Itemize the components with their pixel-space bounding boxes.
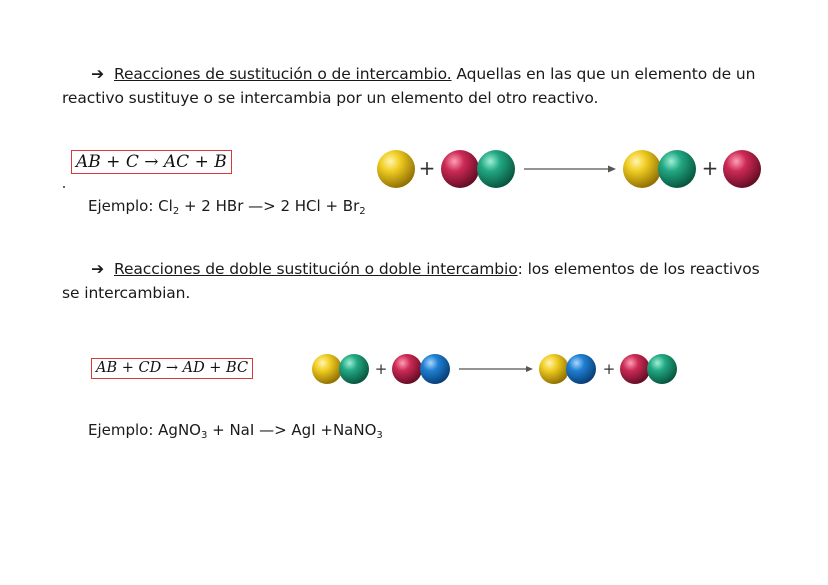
atom-c-green-icon xyxy=(658,150,696,188)
section1-paragraph xyxy=(62,62,772,110)
atom-c-red-icon xyxy=(620,354,650,384)
atom-a-yellow-icon xyxy=(312,354,342,384)
bullet-arrow-icon: ➔ xyxy=(91,65,104,83)
atom-a-yellow-icon xyxy=(377,150,415,188)
section1-title: Reacciones de sustitución o de intercambio. xyxy=(114,65,452,83)
bullet-arrow-icon: ➔ xyxy=(91,260,104,278)
section2-paragraph xyxy=(62,257,772,305)
atom-a-yellow-icon xyxy=(539,354,569,384)
stray-dot xyxy=(63,186,65,188)
plus-sign: + xyxy=(418,156,436,180)
atom-b-green-icon xyxy=(339,354,369,384)
formula-arrow: → xyxy=(165,360,178,376)
formula-lhs: AB + CD xyxy=(96,360,162,376)
formula-lhs: AB + C xyxy=(76,152,139,172)
formula-rhs: AD + BC xyxy=(182,360,249,376)
formula-rhs: AC + B xyxy=(163,152,227,172)
atom-b-red-icon xyxy=(723,150,761,188)
atom-c-red-icon xyxy=(392,354,422,384)
reaction-arrow-head-icon xyxy=(526,366,533,372)
plus-sign: + xyxy=(374,360,388,378)
atom-c-green-icon xyxy=(477,150,515,188)
atom-b-red-icon xyxy=(441,150,479,188)
section2-text: : los elementos de los reactivos se intercambian. xyxy=(62,260,760,302)
section2-reaction-diagram xyxy=(308,350,688,390)
section1-example: Ejemplo: $Cl_2 + 2$ HBr —> 2 HCl + $Br_2$ xyxy=(88,197,366,217)
section2-formula xyxy=(91,358,253,379)
section1-text: Aquellas en las que un elemento de un reactivo sustituye o se intercambia por un elemento del otro reactivo. xyxy=(62,65,756,107)
plus-sign: + xyxy=(701,156,719,180)
atom-d-blue-icon xyxy=(566,354,596,384)
atom-d-blue-icon xyxy=(420,354,450,384)
section2-title: Reacciones de doble sustitución o doble intercambio xyxy=(114,260,518,278)
atom-a-yellow-icon xyxy=(623,150,661,188)
atom-b-green-icon xyxy=(647,354,677,384)
section2-example: Ejemplo: AgNO$_3$ + NaI —> AgI +NaNO$_3$ xyxy=(88,421,383,441)
plus-sign: + xyxy=(602,360,616,378)
section1-reaction-diagram xyxy=(370,140,770,200)
reaction-arrow-head-icon xyxy=(608,166,616,173)
formula-arrow: → xyxy=(144,152,159,172)
section1-formula xyxy=(71,150,232,174)
